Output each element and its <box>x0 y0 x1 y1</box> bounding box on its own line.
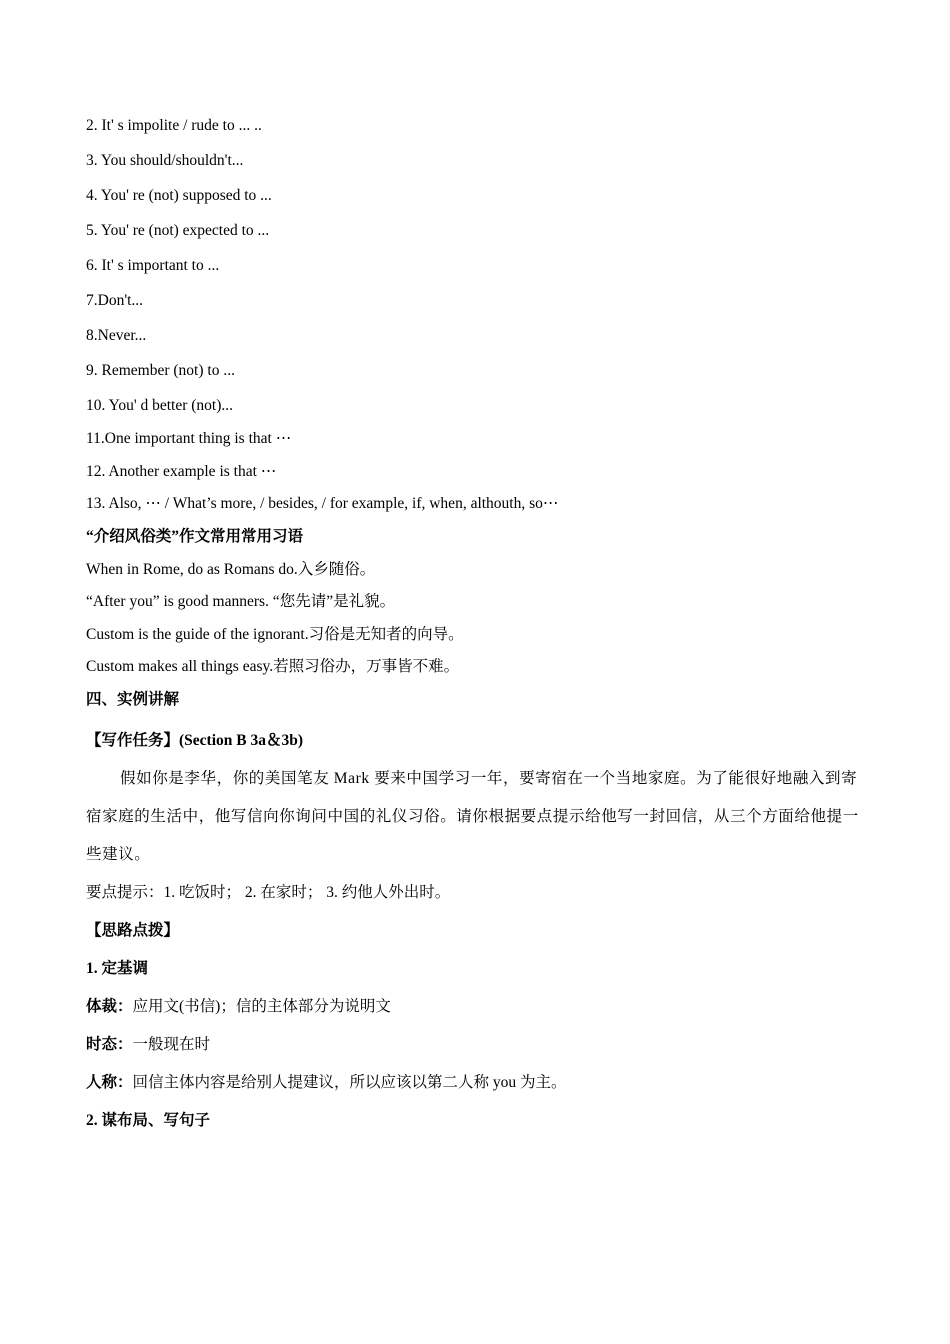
phrase-line: 2. It' s impolite / rude to ... .. <box>86 117 262 134</box>
task-paragraph: 假如你是李华，你的美国笔友 Mark 要来中国学习一年，要寄宿在一个当地家庭。为了能很好地融入到寄宿家庭的生活中，他写信向你询问中国的礼仪习俗。请你根据要点提示给他写一封回信，从三个方面给他提一些建议。 <box>86 770 859 863</box>
phrase-line: 5. You' re (not) expected to ... <box>86 222 270 239</box>
genre-value: 应用文(书信)；信的主体部分为说明文 <box>132 998 391 1015</box>
hints-heading: 【思路点拨】 <box>86 922 180 939</box>
step2-heading: 2. 谋布局、写句子 <box>86 1112 211 1129</box>
tense-label: 时态： <box>86 1036 133 1053</box>
idiom-line: Custom is the guide of the ignorant.习俗是无知者的向导。 <box>86 626 464 643</box>
phrase-line: 7.Don't... <box>86 292 144 309</box>
phrase-line: 12. Another example is that ⋯ <box>86 463 277 480</box>
phrase-line: 4. You' re (not) supposed to ... <box>86 187 272 204</box>
idioms-heading: “介绍风俗类”作文常用常用习语 <box>86 528 304 545</box>
genre-row <box>86 997 391 1017</box>
genre-label: 体裁： <box>86 998 133 1015</box>
task-heading: 【写作任务】(Section B 3a＆3b) <box>86 732 304 749</box>
phrase-line: 11.One important thing is that ⋯ <box>86 430 292 447</box>
person-label: 人称： <box>86 1074 133 1091</box>
idiom-line: Custom makes all things easy.若照习俗办，万事皆不难。 <box>86 658 460 675</box>
tense-value: 一般现在时 <box>132 1036 211 1053</box>
idiom-line: “After you” is good manners. “您先请”是礼貌。 <box>86 593 396 610</box>
phrase-line: 13. Also, ⋯ / What’s more, / besides, / for example, if, when, althouth, so⋯ <box>86 495 559 512</box>
idiom-line: When in Rome, do as Romans do.入乡随俗。 <box>86 561 376 578</box>
person-value: 回信主体内容是给别人提建议，所以应该以第二人称 you 为主。 <box>132 1074 567 1091</box>
tense-row <box>86 1035 210 1055</box>
phrase-line: 6. It' s important to ... <box>86 257 220 274</box>
phrase-line: 10. You' d better (not)... <box>86 397 234 414</box>
person-row <box>86 1073 567 1093</box>
phrase-line: 9. Remember (not) to ... <box>86 362 235 379</box>
phrase-line: 3. You should/shouldn't... <box>86 152 244 169</box>
section-heading: 四、实例讲解 <box>86 691 180 708</box>
step1-heading: 1. 定基调 <box>86 960 149 977</box>
key-points: 要点提示：1. 吃饭时； 2. 在家时； 3. 约他人外出时。 <box>86 884 451 901</box>
phrase-line: 8.Never... <box>86 327 147 344</box>
